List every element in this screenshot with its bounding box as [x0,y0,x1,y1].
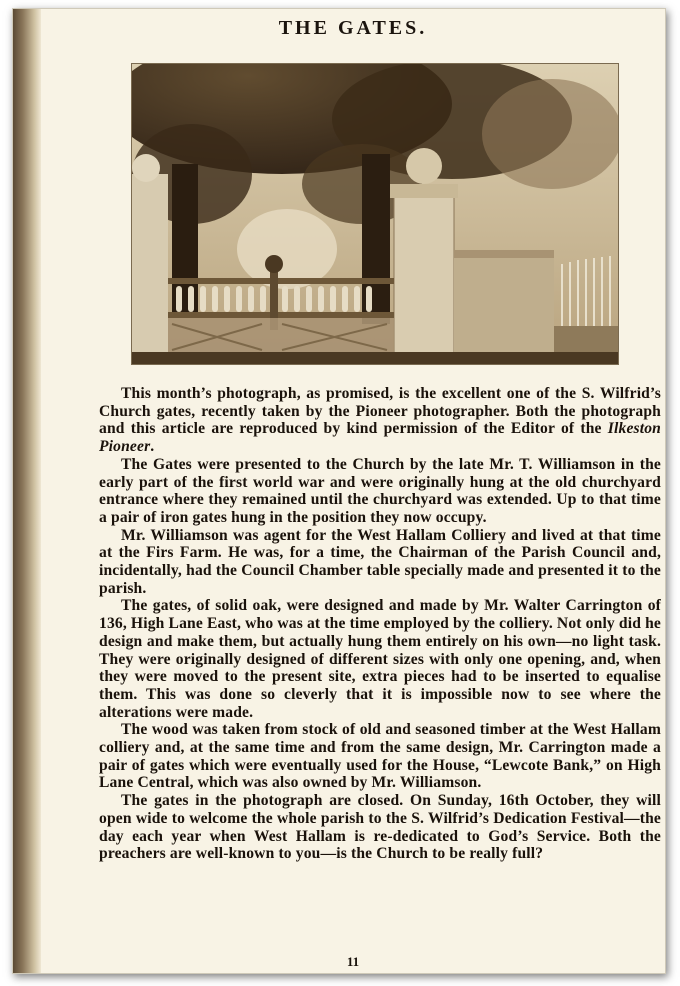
gates-photograph [131,63,619,365]
article-paragraph: This month’s photograph, as promised, is the excellent one of the S. Wilfrid’s Church gates, recently taken by the Pioneer photographer. Both the photograph and this article are reproduced by kind permission of the Editor of the Ilkeston Pioneer. [99,385,661,456]
newspaper-name: Ilkeston Pioneer [99,420,661,456]
article-paragraph: The gates in the photograph are closed. On Sunday, 16th October, they will open wide to welcome the whole parish to the S. Wilfrid’s Dedication Festival—the day each year when West Hallam is re-dedicated to God’s Service. Both the preachers are well-known to you—is the Church to be really full? [99,792,661,863]
article-paragraph: Mr. Williamson was agent for the West Hallam Colliery and lived at that time at the Firs Farm. He was, for a time, the Chairman of the Parish Council and, incidentally, had the Council Chamber table specially made and presented it to the parish. [99,526,661,597]
article-paragraph: The Gates were presented to the Church by the late Mr. T. Williamson in the early part of the first world war and were originally hung at the old churchyard entrance where they remained until the churchyard was extended. Up to that time a pair of iron gates hung in the position they now occupy. [99,455,661,526]
article-paragraph: The gates, of solid oak, were designed and made by Mr. Walter Carrington of 136, High Lane East, who was at the time employed by the colliery. Not only did he design and make them, but actually hung them entirely on his own—no light task. They were originally designed of different sizes with only one opening, and, when they were moved to the present site, extra pieces had to be inserted to equalise them. This was done so cleverly that it is impossible now to see where the alterations were made. [99,597,661,721]
page-number: 11 [346,954,360,969]
page-title: THE GATES. [278,17,428,39]
page [41,9,665,973]
book-spine [13,9,41,973]
article-paragraph: The wood was taken from stock of old and seasoned timber at the West Hallam colliery and, at the same time and from the same design, Mr. Carrington made a pair of gates which were eventually used for the House, “Lewcote Bank,” on High Lane Central, which was also owned by Mr. Williamson. [99,721,661,792]
page-frame [12,8,666,974]
article-body [99,385,661,863]
